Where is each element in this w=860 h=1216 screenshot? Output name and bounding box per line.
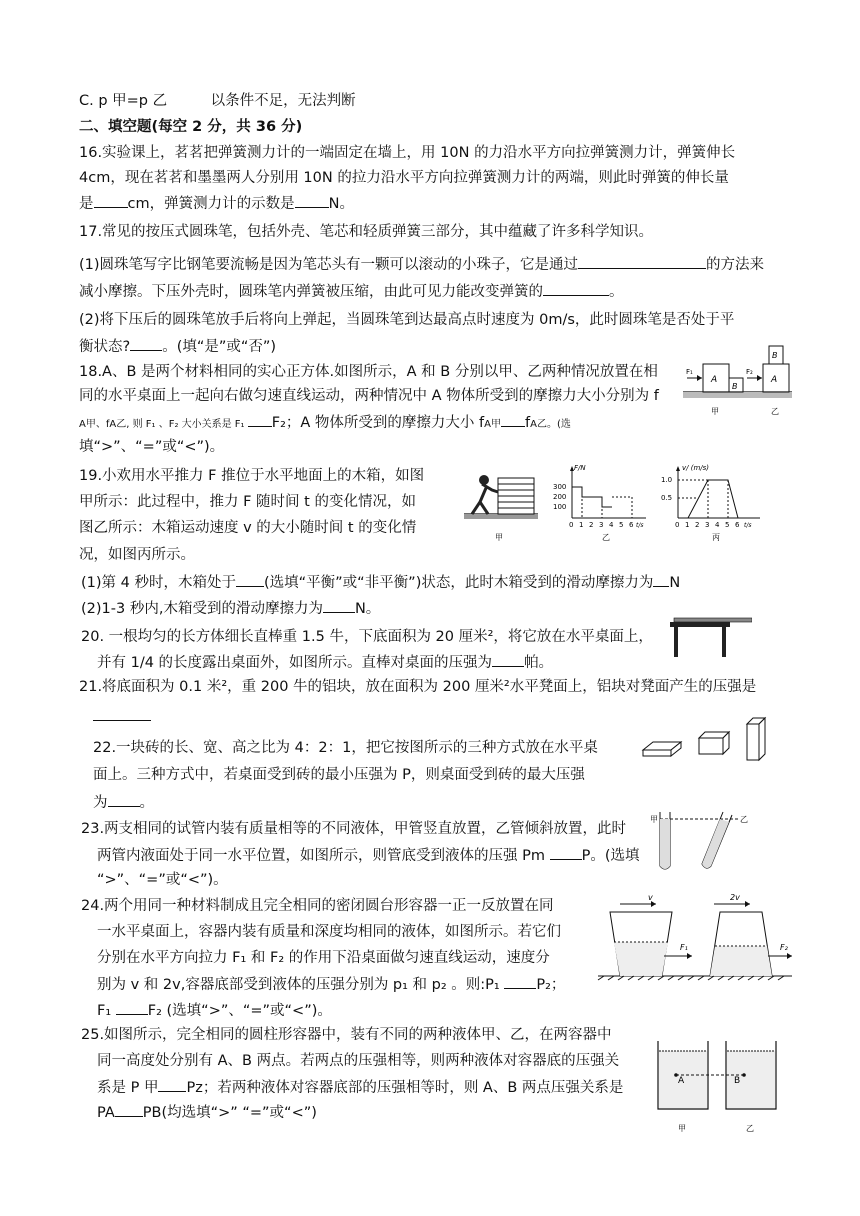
block-a-label: A xyxy=(711,375,718,385)
answer-blank[interactable] xyxy=(578,254,706,269)
subscript: A甲 xyxy=(484,419,501,430)
q22-line3 xyxy=(93,792,154,813)
text: 。 xyxy=(139,795,154,811)
y-axis-label: v/ (m/s) xyxy=(682,464,710,472)
answer-blank[interactable] xyxy=(501,412,525,427)
force-f2-label: F₂ xyxy=(780,943,788,952)
subscript: A甲、f xyxy=(79,419,110,430)
text: (选填“平衡”或“非平衡”)状态，此时木箱受到的滑动摩擦力为 xyxy=(263,575,654,591)
tick-label: 300 xyxy=(553,483,567,491)
tick-label: 2 xyxy=(695,521,700,529)
force-f2-label: F₂ xyxy=(746,368,753,376)
text: N xyxy=(669,575,681,591)
caption-jia: 甲 xyxy=(678,1124,686,1133)
q17-part1-line1 xyxy=(79,254,764,275)
tick-label: 100 xyxy=(553,503,567,511)
answer-blank[interactable] xyxy=(492,652,524,667)
x-axis-unit: t/s xyxy=(744,522,752,529)
text: N。 xyxy=(354,601,381,617)
point-b-label: B xyxy=(734,1076,741,1086)
tick-label: 1 xyxy=(579,521,584,529)
answer-blank[interactable] xyxy=(543,281,609,296)
q20-line2 xyxy=(97,652,553,673)
text: PB(均选填“>” “=”或“<”) xyxy=(142,1105,317,1121)
text: 帕。 xyxy=(524,655,554,671)
q18-line4: 填“>”、“=”或“<”)。 xyxy=(79,439,225,455)
q19-figure-bing xyxy=(660,462,764,544)
q25-line4 xyxy=(97,1102,317,1123)
q19-line4: 况，如图丙所示。 xyxy=(79,547,195,563)
q25-line2: 同一高度处分别有 A、B 两点。若两点的压强相等，则两种液体对容器底的压强关 xyxy=(97,1053,620,1069)
tick-label: 6 xyxy=(629,521,634,529)
point-a-label: A xyxy=(678,1076,685,1086)
q16-line1: 16.实验课上，茗茗把弹簧测力计的一端固定在墙上，用 10N 的力沿水平方向拉弹簧测力计，弹簧伸长 xyxy=(79,145,736,161)
tick-label: 6 xyxy=(735,521,740,529)
block-a-label: A xyxy=(771,375,778,385)
text: f xyxy=(525,415,531,431)
q24-line2: 一水平桌面上，容器内装有质量和深度均相同的液体，如图所示。若它们 xyxy=(97,924,561,940)
answer-blank[interactable] xyxy=(550,845,582,860)
text: (1)第 4 秒时，木箱处于 xyxy=(81,575,236,591)
text: (1)圆珠笔写字比钢笔要流畅是因为笔芯头有一颗可以滚动的小珠子，它是通过 xyxy=(79,257,579,273)
caption-jia: 甲 xyxy=(650,815,658,824)
q22-figure xyxy=(641,712,771,772)
tick-label: 1 xyxy=(685,521,690,529)
text: 。 xyxy=(609,284,624,300)
tick-label: 3 xyxy=(705,521,710,529)
text: (2)1-3 秒内,木箱受到的滑动摩擦力为 xyxy=(81,601,323,617)
answer-blank[interactable] xyxy=(504,974,536,989)
q18-line3 xyxy=(79,412,571,435)
section-heading: 二、填空题(每空 2 分，共 36 分) xyxy=(79,119,303,135)
text: 为 xyxy=(93,795,108,811)
subscript: A乙, 则 F₁ 、F₂ 大小关系是 F₁ xyxy=(109,419,248,430)
text: F₁ xyxy=(97,1003,116,1019)
tick-label: 3 xyxy=(599,521,604,529)
q17-part1-line2 xyxy=(79,281,624,302)
text: 衡状态? xyxy=(79,339,131,355)
q22-line1: 22.一块砖的长、宽、高之比为 4：2：1，把它按图所示的三种方式放在水平桌 xyxy=(93,740,598,756)
y-axis-label: F/N xyxy=(574,464,586,472)
answer-blank[interactable] xyxy=(93,706,151,721)
q20-line1: 20. 一根均匀的长方体细长直棒重 1.5 牛，下底面积为 20 厘米²，将它放在水平桌面上， xyxy=(81,629,653,645)
q24-line5 xyxy=(97,1000,332,1021)
caption-yi: 乙 xyxy=(602,533,610,542)
q18-figure xyxy=(680,342,795,422)
q19-part1 xyxy=(81,572,680,593)
q16-line3 xyxy=(79,193,354,214)
q19-line1: 19.小欢用水平推力 F 推位于水平地面上的木箱，如图 xyxy=(79,468,425,484)
tick-label: 1.0 xyxy=(661,476,673,484)
text: 的方法来 xyxy=(706,257,765,273)
text: P。(选填 xyxy=(581,848,640,864)
answer-blank[interactable] xyxy=(116,1000,148,1015)
answer-blank[interactable] xyxy=(295,193,329,208)
q18-line1: 18.A、B 是两个材料相同的实心正方体.如图所示，A 和 B 分别以甲、乙两种情况放置在相 xyxy=(79,364,658,380)
q24-line1: 24.两个用同一种材料制成且完全相同的密闭圆台形容器一正一反放置在同 xyxy=(81,898,554,914)
q19-figure-yi xyxy=(552,462,648,544)
tick-label: 5 xyxy=(725,521,730,529)
q19-line3: 图乙所示：木箱运动速度 v 的大小随时间 t 的变化情 xyxy=(79,520,417,536)
text: 系是 P 甲 xyxy=(97,1080,159,1096)
tick-label: 200 xyxy=(553,493,567,501)
caption-yi: 乙 xyxy=(771,407,779,416)
q16-line2: 4cm，现在茗茗和墨墨两人分别用 10N 的拉力沿水平方向拉弹簧测力计的两端，则此时弹簧的伸长量 xyxy=(79,170,729,186)
text: 是 xyxy=(79,196,94,212)
answer-blank[interactable] xyxy=(323,598,355,613)
q24-line4 xyxy=(97,974,565,995)
answer-blank[interactable] xyxy=(653,572,669,587)
tick-label: 0.5 xyxy=(661,494,673,502)
velocity-2v-label: 2v xyxy=(730,893,740,902)
q21-line1: 21.将底面积为 0.1 米²，重 200 牛的铝块，放在面积为 200 厘米²水平凳面上，铝块对凳面产生的压强是 xyxy=(79,679,757,695)
subscript: A乙。(选 xyxy=(530,419,571,430)
text: N。 xyxy=(328,196,354,212)
tick-label: 4 xyxy=(609,521,614,529)
text: PA xyxy=(97,1105,115,1121)
q17-part2-line1: (2)将下压后的圆珠笔放手后将向上弹起，当圆珠笔到达最高点时速度为 0m/s，此时圆珠笔是否处于平 xyxy=(79,312,735,328)
caption-jia: 甲 xyxy=(495,533,503,542)
velocity-v-label: v xyxy=(648,893,653,902)
text: F₂ (选填“>”、“=”或“<”)。 xyxy=(147,1003,332,1019)
block-b-label: B xyxy=(732,382,738,391)
text: P₂； xyxy=(536,977,566,993)
force-f1-label: F₁ xyxy=(680,943,688,952)
q23-line2 xyxy=(97,845,640,866)
text: 。(填“是”或“否”) xyxy=(162,339,277,355)
q23-figure xyxy=(648,808,748,876)
caption-yi: 乙 xyxy=(740,815,748,824)
tick-label: 5 xyxy=(619,521,624,529)
text: cm，弹簧测力计的示数是 xyxy=(127,196,295,212)
q18-line2: 同的水平桌面上一起向右做匀速直线运动，两种情况中 A 物体所受到的摩擦力大小分别为 f xyxy=(79,388,659,404)
q20-figure xyxy=(668,612,752,658)
answer-blank[interactable] xyxy=(108,792,140,807)
q25-line1: 25.如图所示，完全相同的圆柱形容器中，装有不同的两种液体甲、乙，在两容器中 xyxy=(81,1027,612,1043)
q19-line2: 甲所示：此过程中，推力 F 随时间 t 的变化情况，如 xyxy=(79,494,416,510)
tick-label: 2 xyxy=(589,521,594,529)
q19-figure-jia xyxy=(462,462,542,544)
force-f1-label: F₁ xyxy=(686,368,693,376)
q24-figure xyxy=(596,890,796,994)
text: 并有 1/4 的长度露出桌面外，如图所示。直棒对桌面的压强为 xyxy=(97,655,493,671)
answer-blank[interactable] xyxy=(236,572,264,587)
q22-line2: 面上。三种方式中，若桌面受到砖的最小压强为 P，则桌面受到砖的最大压强 xyxy=(93,767,585,783)
tick-label: 0 xyxy=(569,521,574,529)
text: Pz；若两种液体对容器底部的压强相等时，则 A、B 两点压强关系是 xyxy=(186,1080,624,1096)
text: 别为 v 和 2v,容器底部受到液体的压强分别为 p₁ 和 p₂ 。则:P₁ xyxy=(97,977,505,993)
q23-line1: 23.两支相同的试管内装有质量相等的不同液体，甲管竖直放置，乙管倾斜放置，此时 xyxy=(81,821,627,837)
answer-blank[interactable] xyxy=(248,412,272,427)
q24-line3: 分别在水平方向拉力 F₁ 和 F₂ 的作用下沿桌面做匀速直线运动，速度分 xyxy=(97,950,550,966)
q23-line3: “>”、“=”或“<”)。 xyxy=(97,872,228,888)
text: 两管内液面处于同一水平位置，如图所示，则管底受到液体的压强 Pm xyxy=(97,848,550,864)
q25-figure xyxy=(650,1035,790,1135)
q17-part2-line2 xyxy=(79,336,276,357)
block-b-label: B xyxy=(772,351,778,360)
answer-blank[interactable] xyxy=(130,336,162,351)
answer-blank[interactable] xyxy=(158,1077,186,1092)
text: 减小摩擦。下压外壳时，圆珠笔内弹簧被压缩，由此可见力能改变弹簧的 xyxy=(79,284,543,300)
caption-yi: 乙 xyxy=(746,1124,754,1133)
q17-stem: 17.常见的按压式圆珠笔，包括外壳、笔芯和轻质弹簧三部分，其中蕴藏了许多科学知识。 xyxy=(79,224,654,240)
option-c: C. p 甲=p 乙 以条件不足，无法判断 xyxy=(79,93,356,109)
tick-label: 0 xyxy=(675,521,680,529)
tick-label: 4 xyxy=(715,521,720,529)
answer-blank[interactable] xyxy=(94,193,128,208)
text: F₂；A 物体所受到的摩擦力大小 f xyxy=(271,415,485,431)
answer-blank[interactable] xyxy=(115,1102,143,1117)
caption-jia: 甲 xyxy=(711,407,719,416)
q19-part2 xyxy=(81,598,380,619)
q25-line3 xyxy=(97,1077,623,1098)
caption-bing: 丙 xyxy=(712,533,720,542)
x-axis-unit: t/s xyxy=(636,522,644,529)
